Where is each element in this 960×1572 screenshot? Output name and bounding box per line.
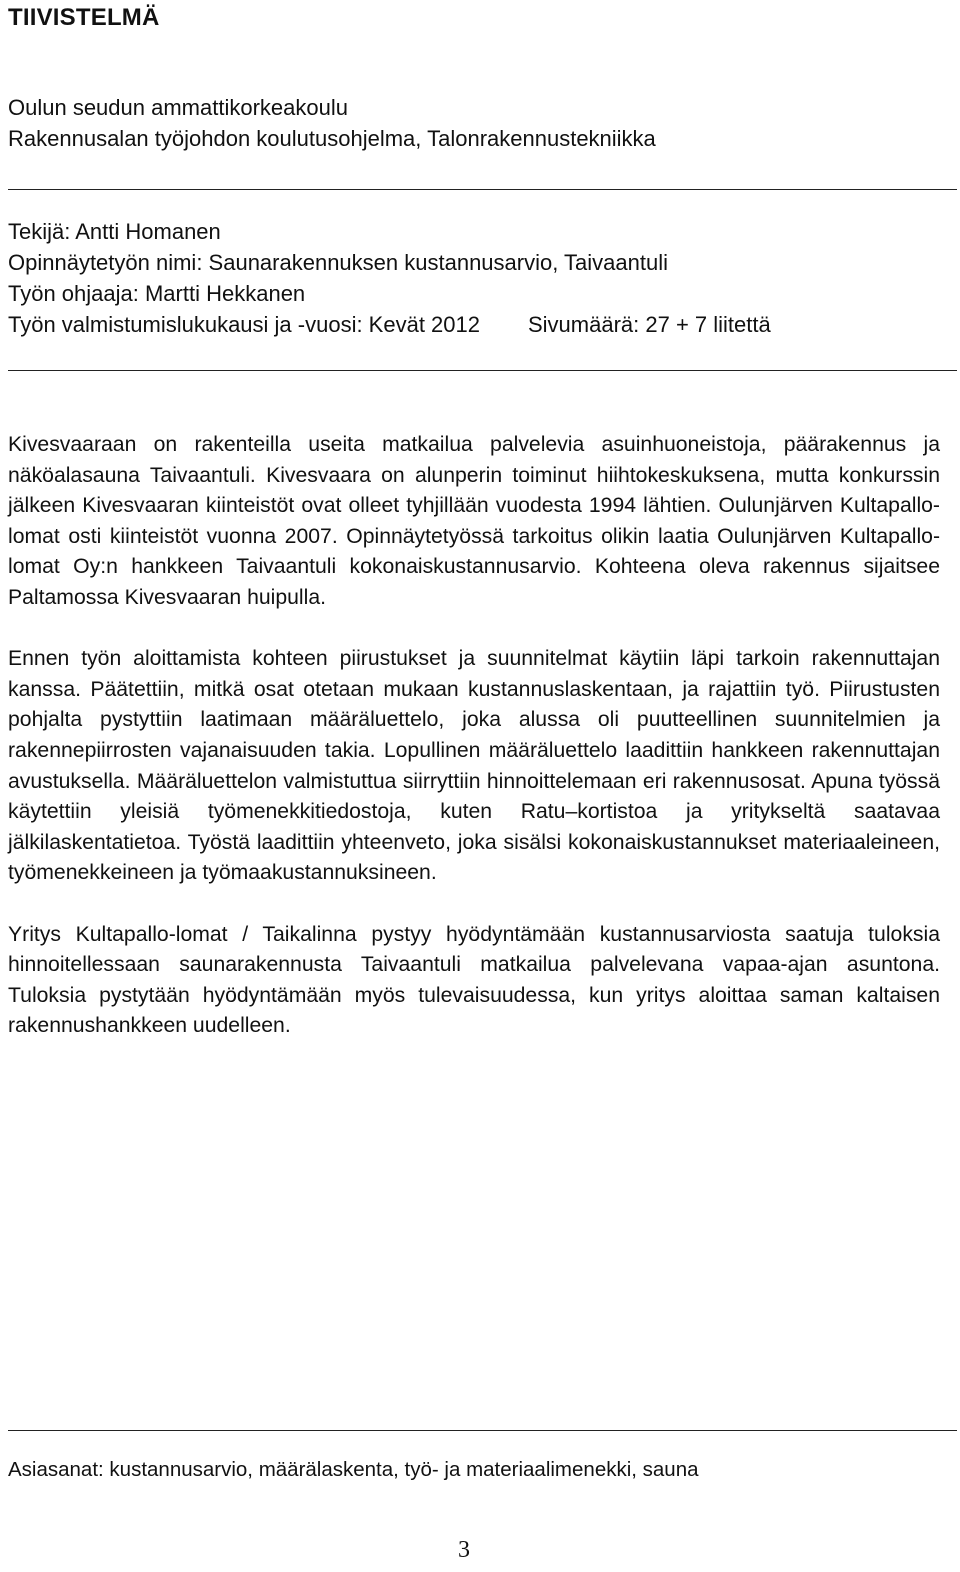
abstract-paragraph: Yritys Kultapallo-lomat / Taikalinna pystyy hyödyntämään kustannusarviosta saatuja tuloksia hinnoitellessaan saunarakennusta Taivaantuli matkailua palvelevana vapaa-ajan asuntona. Tuloksia pystytään hyödyntämään myös tulevaisuudessa, kun yritys aloittaa saman kaltaisen rakennushankkeen uudelleen. bbox=[8, 922, 940, 1038]
completion-row bbox=[8, 309, 948, 340]
school-name: Oulun seudun ammattikorkeakoulu bbox=[8, 95, 348, 120]
author-line: Tekijä: Antti Homanen bbox=[8, 219, 221, 244]
keywords-divider bbox=[8, 1430, 957, 1431]
keywords-line: Asiasanat: kustannusarvio, määrälaskenta, työ- ja materiaalimenekki, sauna bbox=[8, 1458, 699, 1481]
degree-program: Rakennusalan työjohdon koulutusohjelma, Talonrakennustekniikka bbox=[8, 126, 656, 151]
top-divider bbox=[8, 189, 957, 190]
abstract-paragraph: Kivesvaaraan on rakenteilla useita matkailua palvelevia asuinhuoneistoja, päärakennus ja näköalasauna Taivaantuli. Kivesvaara on alunperin toiminut hiihtokeskuksena, mutta konkurssin jälkeen Kivesvaaran kiinteistöt ovat olleet tyhjillään vuodesta 1994 lähtien. Oulunjärven Kultapallo-lomat osti kiinteistöt vuonna 2007. Opinnäytetyössä tarkoitus olikin laatia Oulunjärven Kultapallo-lomat Oy:n hankkeen Taivaantuli kokonaiskustannusarvio. Kohteena oleva rakennus sijaitsee Paltamossa Kivesvaaran huipulla. bbox=[8, 433, 940, 609]
page-number: 3 bbox=[458, 1537, 470, 1563]
page-title: TIIVISTELMÄ bbox=[8, 4, 160, 31]
organization-block bbox=[8, 92, 656, 154]
page-count-line: Sivumäärä: 27 + 7 liitettä bbox=[528, 312, 771, 337]
thesis-name-line: Opinnäytetyön nimi: Saunarakennuksen kustannusarvio, Taivaantuli bbox=[8, 250, 668, 275]
meta-divider bbox=[8, 370, 957, 371]
supervisor-line: Työn ohjaaja: Martti Hekkanen bbox=[8, 281, 306, 306]
completion-line: Työn valmistumislukukausi ja -vuosi: Kevät 2012 bbox=[8, 312, 480, 337]
abstract-paragraph: Ennen työn aloittamista kohteen piirustukset ja suunnitelmat käytiin läpi tarkoin rakennuttajan kanssa. Päätettiin, mitkä osat otetaan mukaan kustannuslaskentaan, ja rajattiin työ. Piirustusten pohjalta pystyttiin laatimaan määräluettelo, joka alussa oli puutteellinen suunnitelmien ja rakennepiirrosten vajanaisuuden takia. Lopullinen määräluettelo laadittiin hankkeen rakennuttajan avustuksella. Määräluettelon valmistuttua siirryttiin hinnoittelemaan eri rakennusosat. Apuna työssä käytettiin yleisiä työmenekkitiedostoja, kuten Ratu–kortistoa ja yritykseltä saatavaa jälkilaskentatietoa. Työstä laadittiin yhteenveto, joka sisälsi kokonaiskustannukset materiaaleineen, työmenekkeineen ja työmaakustannuksineen. bbox=[8, 647, 940, 885]
thesis-meta-block bbox=[8, 216, 948, 340]
abstract-body bbox=[8, 430, 940, 1072]
